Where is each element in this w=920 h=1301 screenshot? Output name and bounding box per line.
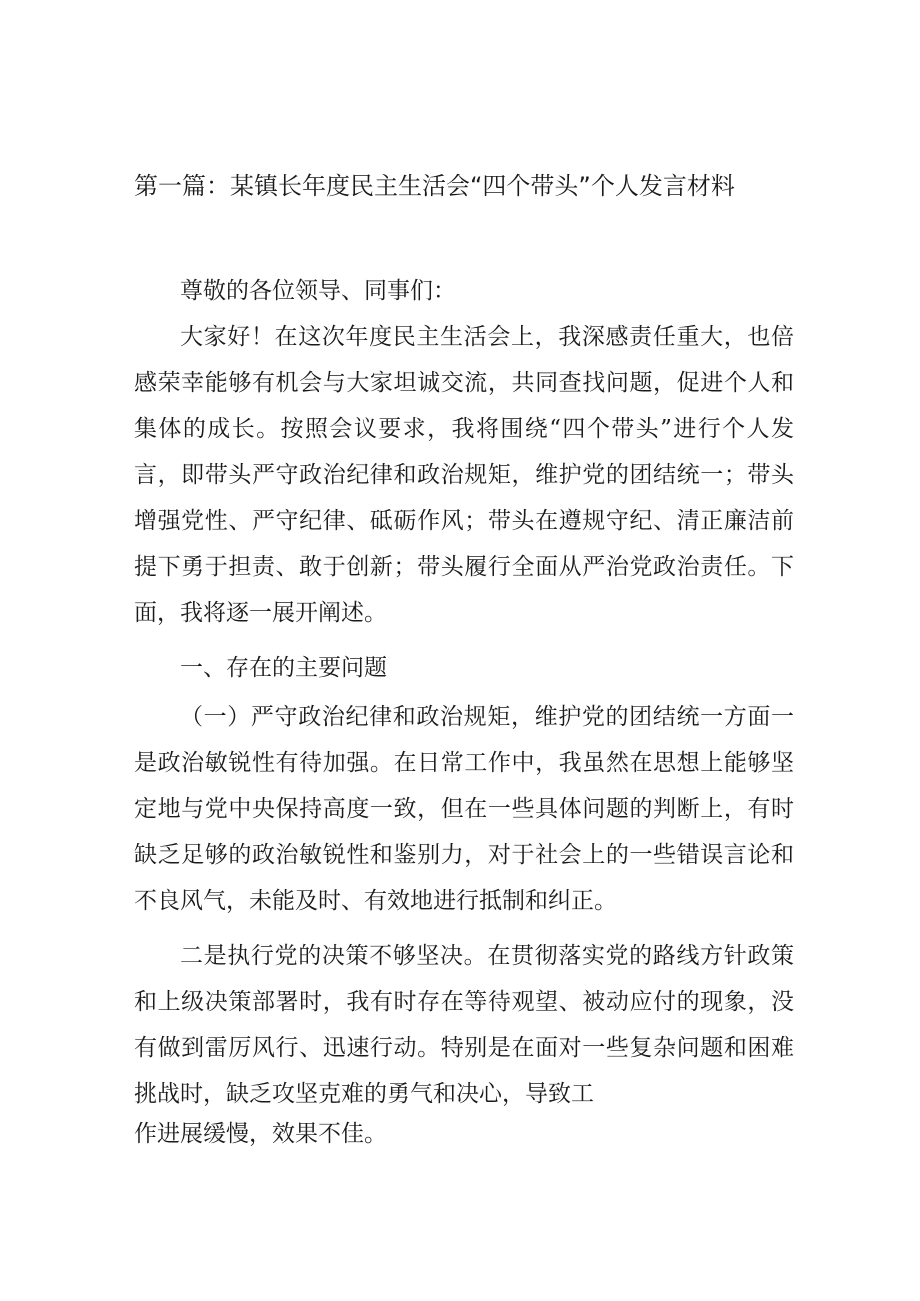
intro-paragraph: 大家好！在这次年度民主生活会上，我深感责任重大，也倍感荣幸能够有机会与大家坦诚交流，共同查找问题，促进个人和集体的成长。按照会议要求，我将围绕“四个带头”进行个人发言，即带头严守政治纪律和政治规矩，维护党的团结统一；带头增强党性、严守纪律、砥砺作风；带头在遵规守纪、清正廉洁前提下勇于担责、敢于创新；带头履行全面从严治党政治责任。下面，我将逐一展开阐述。 (134, 324, 794, 626)
salutation: 尊敬的各位领导、同事们： (180, 278, 456, 304)
document-title: 第一篇：某镇长年度民主生活会“四个带头”个人发言材料 (134, 172, 735, 200)
para1-block (134, 694, 794, 924)
para2-block (134, 933, 794, 1117)
intro-block (134, 314, 794, 636)
problem-paragraph-2-continued: 作进展缓慢，效果不佳。 (134, 1121, 387, 1147)
section-heading: 一、存在的主要问题 (180, 655, 387, 681)
problem-paragraph-2: 二是执行党的决策不够坚决。在贯彻落实党的路线方针政策和上级决策部署时，我有时存在等待观望、被动应付的现象，没有做到雷厉风行、迅速行动。特别是在面对一些复杂问题和困难挑战时，缺乏攻坚克难的勇气和决心，导致工 (134, 943, 794, 1107)
section-heading-block (134, 645, 794, 691)
salutation-block (134, 268, 794, 314)
para3-block (134, 1111, 794, 1157)
problem-paragraph-1: （一）严守政治纪律和政治规矩，维护党的团结统一方面一是政治敏锐性有待加强。在日常工作中，我虽然在思想上能够坚定地与党中央保持高度一致，但在一些具体问题的判断上，有时缺乏足够的政治敏锐性和鉴别力，对于社会上的一些错误言论和不良风气，未能及时、有效地进行抵制和纠正。 (134, 704, 794, 914)
